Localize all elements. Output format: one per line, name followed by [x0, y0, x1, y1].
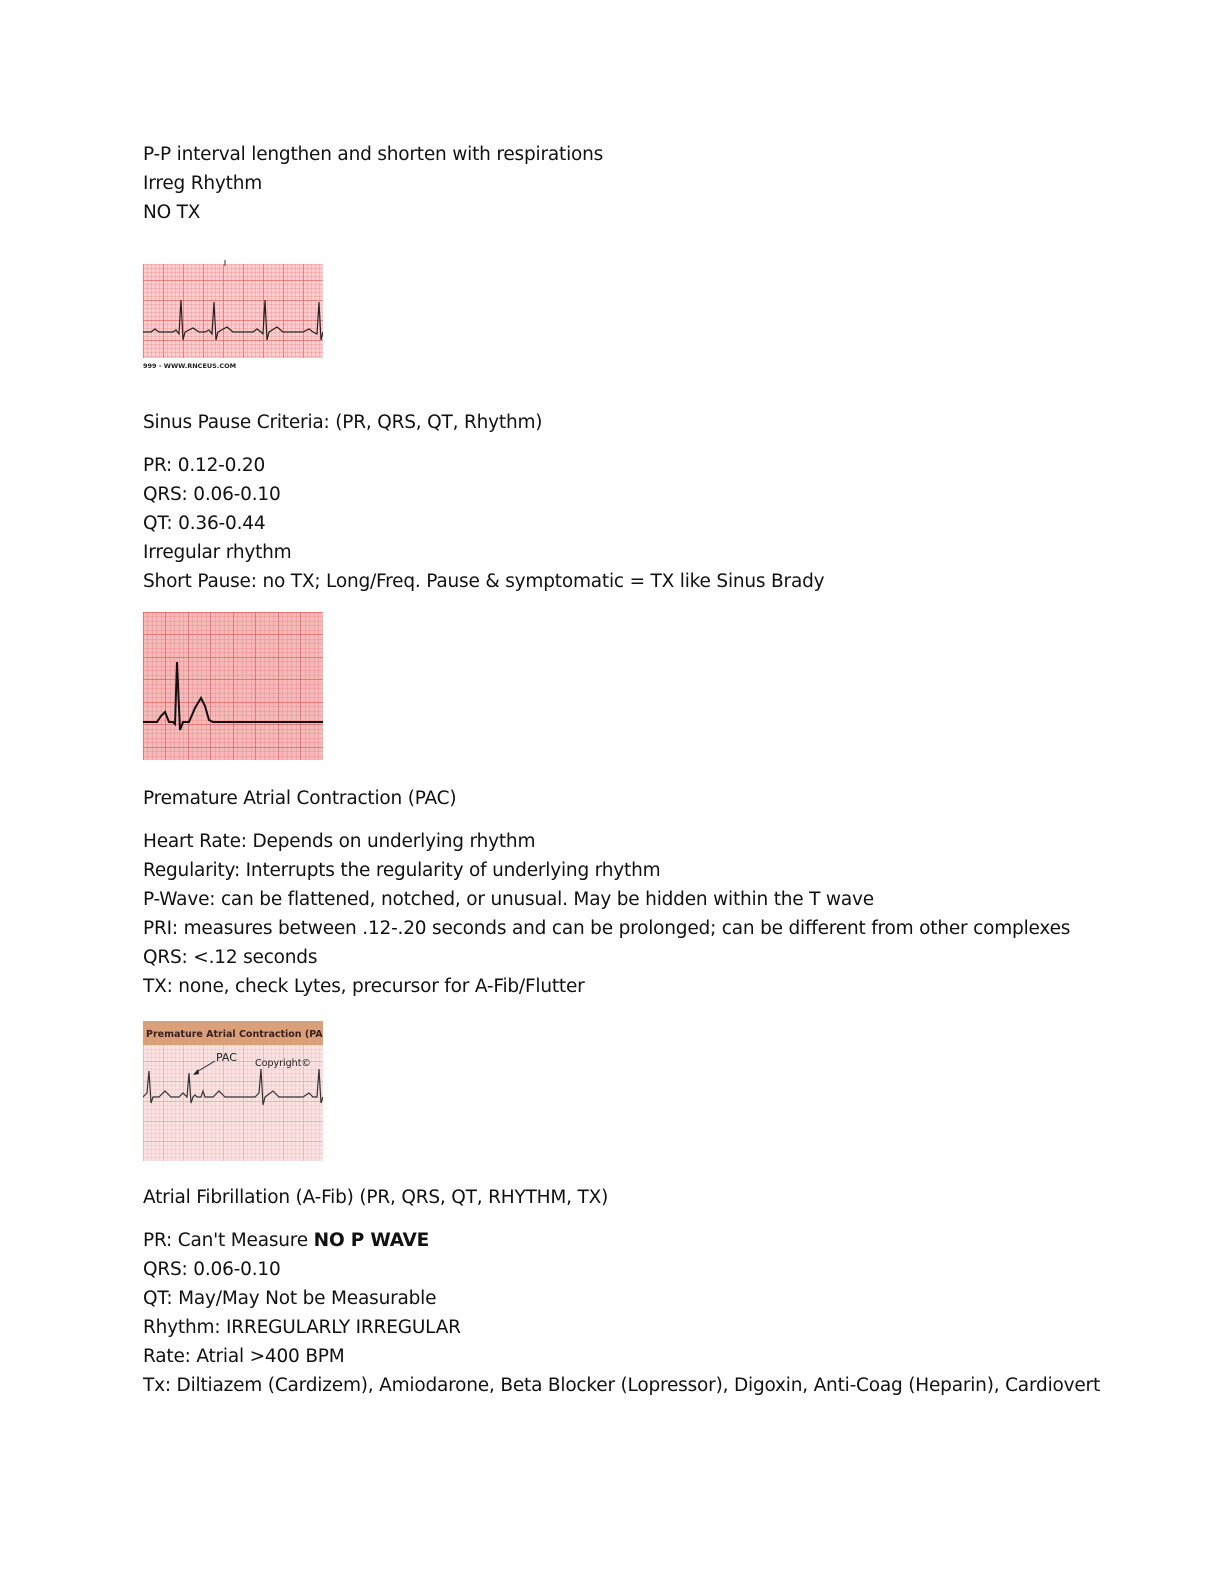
ecg-caption: 999 - WWW.RNCEUS.COM: [143, 362, 237, 370]
text-line: Rhythm: IRREGULARLY IRREGULAR: [143, 1317, 461, 1338]
section-sinus-pause: [143, 408, 1083, 596]
afib-pr-bold: NO P WAVE: [313, 1230, 430, 1251]
text-line: P-Wave: can be flattened, notched, or unusual. May be hidden within the T wave: [143, 889, 874, 910]
text-line: TX: none, check Lytes, precursor for A-Fib/Flutter: [143, 976, 585, 997]
ecg-strip-sinus-arrhythmia: [143, 260, 1083, 370]
ecg-image: [143, 612, 323, 760]
ecg-image: [143, 260, 323, 370]
ecg-strip-sinus-pause: [143, 612, 1083, 760]
pac-image-title: Premature Atrial Contraction (PA: [146, 1029, 323, 1040]
text-line: Regularity: Interrupts the regularity of underlying rhythm: [143, 860, 661, 881]
section-sinus-arrhythmia: [143, 140, 1083, 227]
text-line: QRS: 0.06-0.10: [143, 1259, 281, 1280]
text-line: QRS: 0.06-0.10: [143, 484, 281, 505]
section-heading: Sinus Pause Criteria: (PR, QRS, QT, Rhythm): [143, 412, 543, 433]
text-line: Irreg Rhythm: [143, 173, 263, 194]
section-heading: Premature Atrial Contraction (PAC): [143, 788, 457, 809]
text-line: Irregular rhythm: [143, 542, 292, 563]
text-line: QT: May/May Not be Measurable: [143, 1288, 437, 1309]
pac-label: PAC: [216, 1051, 237, 1064]
section-pac: [143, 784, 1083, 1001]
text-line: PRI: measures between .12-.20 seconds and can be prolonged; can be different from other complexes: [143, 918, 1071, 939]
afib-pr-line: [143, 1226, 1083, 1255]
section-heading: Atrial Fibrillation (A-Fib) (PR, QRS, QT, RHYTHM, TX): [143, 1187, 609, 1208]
text-line: Tx: Diltiazem (Cardizem), Amiodarone, Beta Blocker (Lopressor), Digoxin, Anti-Coag (Heparin), Cardiovert: [143, 1375, 1101, 1396]
document-page: [143, 140, 1101, 1400]
text-line: QT: 0.36-0.44: [143, 513, 266, 534]
afib-pr-prefix: PR: Can't Measure: [143, 1230, 314, 1251]
text-line: Rate: Atrial >400 BPM: [143, 1346, 345, 1367]
text-line: P-P interval lengthen and shorten with respirations: [143, 144, 604, 165]
text-line: Short Pause: no TX; Long/Freq. Pause & symptomatic = TX like Sinus Brady: [143, 571, 825, 592]
text-line: NO TX: [143, 202, 201, 223]
text-line: PR: 0.12-0.20: [143, 455, 266, 476]
pac-copyright: Copyright©: [255, 1058, 311, 1069]
ecg-strip-pac: [143, 1021, 1083, 1161]
text-line: Heart Rate: Depends on underlying rhythm: [143, 831, 536, 852]
ecg-image: [143, 1021, 323, 1161]
section-afib: [143, 1183, 1101, 1400]
text-line: QRS: <.12 seconds: [143, 947, 318, 968]
